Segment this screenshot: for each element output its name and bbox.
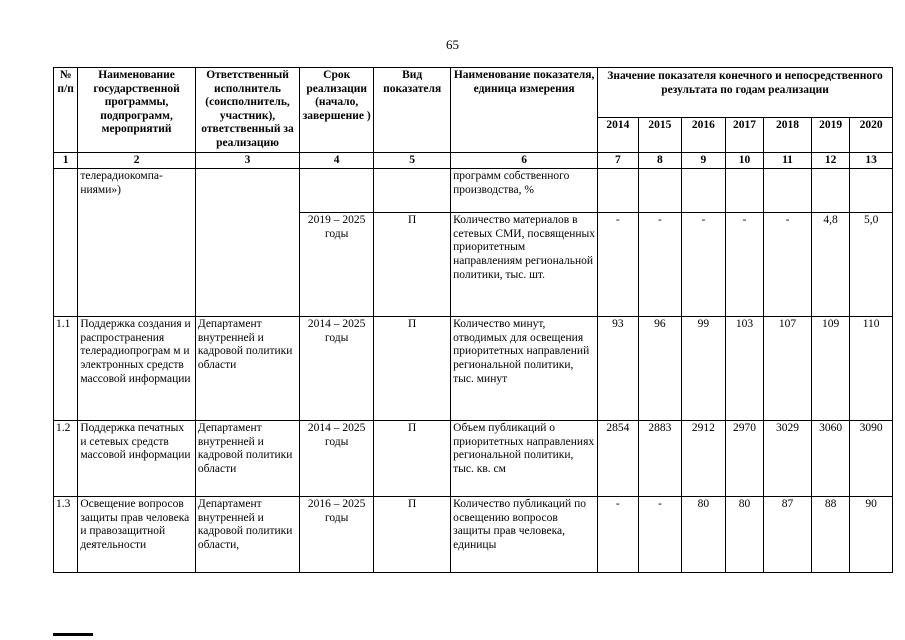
value-cell: 103 xyxy=(725,317,764,421)
value-cell: - xyxy=(598,497,639,573)
value-cell: 93 xyxy=(598,317,639,421)
year-header: 2019 xyxy=(811,118,850,153)
program-name: телерадиокомпа-ниями») xyxy=(78,169,196,317)
indicator-name: Количество минут, отводимых для освещения приоритетных направлений региональной политики, тыс. минут xyxy=(451,317,598,421)
value-cell xyxy=(682,169,726,213)
value-cell: 4,8 xyxy=(811,213,850,317)
value-cell: 3029 xyxy=(764,421,812,497)
header-program-name: Наименование государственной программы, подпрограмм, мероприятий xyxy=(78,68,196,153)
value-cell: 3090 xyxy=(850,421,893,497)
indicator-type: П xyxy=(374,317,451,421)
year-header: 2018 xyxy=(764,118,812,153)
indicator-name: Количество материалов в сетевых СМИ, посвященных приоритетным направлениям региональной политики, тыс. шт. xyxy=(451,213,598,317)
value-cell: 5,0 xyxy=(850,213,893,317)
table-row xyxy=(54,497,893,573)
term: 2014 – 2025 годы xyxy=(300,421,374,497)
term xyxy=(300,169,374,213)
program-name: Освещение вопросов защиты прав человека и правозащитной деятельности xyxy=(78,497,196,573)
value-cell: - xyxy=(638,497,682,573)
column-number: 3 xyxy=(195,152,299,169)
indicator-name: программ собственного производства, % xyxy=(451,169,598,213)
column-number: 13 xyxy=(850,152,893,169)
value-cell: 2854 xyxy=(598,421,639,497)
responsible: Департамент внутренней и кадровой политики области xyxy=(195,317,299,421)
year-header: 2015 xyxy=(638,118,682,153)
column-number: 2 xyxy=(78,152,196,169)
value-cell: - xyxy=(598,213,639,317)
value-cell xyxy=(598,169,639,213)
indicators-table xyxy=(53,67,893,573)
year-header: 2016 xyxy=(682,118,726,153)
value-cell: 2970 xyxy=(725,421,764,497)
value-cell: - xyxy=(638,213,682,317)
value-cell: 90 xyxy=(850,497,893,573)
responsible: Департамент внутренней и кадровой политики области xyxy=(195,421,299,497)
header-responsible: Ответственный исполнитель (соисполнитель, участник), ответственный за реализацию xyxy=(195,68,299,153)
row-number xyxy=(54,169,78,317)
value-cell: 110 xyxy=(850,317,893,421)
indicator-type: П xyxy=(374,497,451,573)
value-cell: 99 xyxy=(682,317,726,421)
value-cell: 109 xyxy=(811,317,850,421)
header-term: Срок реализации (начало, завершение ) xyxy=(300,68,374,153)
year-header: 2017 xyxy=(725,118,764,153)
column-number: 9 xyxy=(682,152,726,169)
header-values: Значение показателя конечного и непосредственного результата по годам реализации xyxy=(598,68,893,118)
value-cell: 3060 xyxy=(811,421,850,497)
value-cell: - xyxy=(682,213,726,317)
value-cell: 88 xyxy=(811,497,850,573)
year-header: 2014 xyxy=(598,118,639,153)
column-number: 5 xyxy=(374,152,451,169)
year-header: 2020 xyxy=(850,118,893,153)
table-row xyxy=(54,421,893,497)
value-cell xyxy=(850,169,893,213)
column-number: 6 xyxy=(451,152,598,169)
indicator-type xyxy=(374,169,451,213)
header-indicator-name: Наименование показателя, единица измерения xyxy=(451,68,598,153)
row-number: 1.1 xyxy=(54,317,78,421)
indicator-name: Количество публикаций по освещению вопросов защиты прав человека, единицы xyxy=(451,497,598,573)
program-name: Поддержка печатных и сетевых средств массовой информации xyxy=(78,421,196,497)
column-number: 12 xyxy=(811,152,850,169)
responsible xyxy=(195,169,299,317)
value-cell: - xyxy=(725,213,764,317)
value-cell: 87 xyxy=(764,497,812,573)
term: 2016 – 2025 годы xyxy=(300,497,374,573)
value-cell: 80 xyxy=(682,497,726,573)
row-number: 1.2 xyxy=(54,421,78,497)
page-number: 65 xyxy=(446,37,459,52)
column-number: 8 xyxy=(638,152,682,169)
table-row xyxy=(54,169,893,213)
table-row xyxy=(54,317,893,421)
value-cell: 96 xyxy=(638,317,682,421)
indicator-type: П xyxy=(374,213,451,317)
program-name: Поддержка создания и распространения телерадиопрограм м и электронных средств массовой информации xyxy=(78,317,196,421)
term: 2014 – 2025 годы xyxy=(300,317,374,421)
column-number: 7 xyxy=(598,152,639,169)
value-cell xyxy=(764,169,812,213)
column-numbers-row xyxy=(54,152,893,169)
term: 2019 – 2025 годы xyxy=(300,213,374,317)
column-number: 4 xyxy=(300,152,374,169)
value-cell: 2912 xyxy=(682,421,726,497)
value-cell xyxy=(725,169,764,213)
footer-line xyxy=(53,633,93,636)
header-indicator-type: Вид показателя xyxy=(374,68,451,153)
column-number: 11 xyxy=(764,152,812,169)
indicator-type: П xyxy=(374,421,451,497)
value-cell: 80 xyxy=(725,497,764,573)
column-number: 1 xyxy=(54,152,78,169)
value-cell xyxy=(638,169,682,213)
indicator-name: Объем публикаций о приоритетных направлениях региональной политики, тыс. кв. см xyxy=(451,421,598,497)
value-cell: 107 xyxy=(764,317,812,421)
value-cell xyxy=(811,169,850,213)
value-cell: - xyxy=(764,213,812,317)
header-row xyxy=(54,68,893,118)
column-number: 10 xyxy=(725,152,764,169)
value-cell: 2883 xyxy=(638,421,682,497)
row-number: 1.3 xyxy=(54,497,78,573)
responsible: Департамент внутренней и кадровой политики области, xyxy=(195,497,299,573)
header-num: № п/п xyxy=(54,68,78,153)
